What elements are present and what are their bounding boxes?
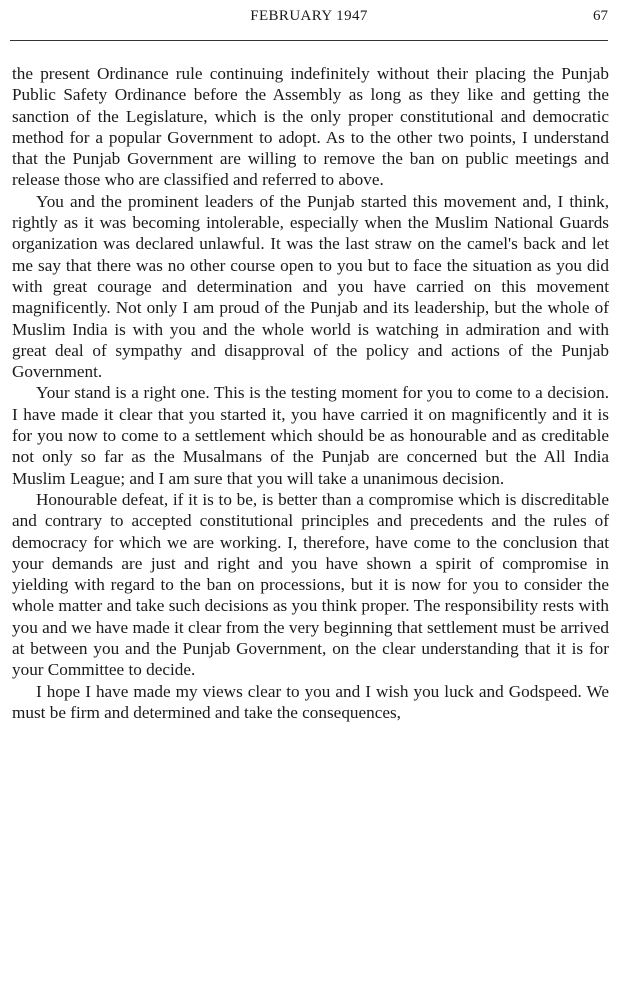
body-text	[12, 63, 609, 723]
running-head: FEBRUARY 1947	[250, 8, 368, 24]
page-number: 67	[593, 8, 608, 24]
page-header	[10, 4, 608, 36]
paragraph: Your stand is a right one. This is the testing moment for you to come to a decision. I have made it clear that you started it, you have carried it on magnificently and it is for you now to come to a settlement which should be as honourable and as creditable not only so far as the Musalmans of the Punjab are concerned but the All India Muslim League; and I am sure that you will take a unanimous decision.	[12, 383, 609, 488]
header-rule	[10, 40, 608, 41]
paragraph: I hope I have made my views clear to you and I wish you luck and Godspeed. We must be firm and determined and take the consequences,	[12, 681, 609, 722]
paragraph: Honourable defeat, if it is to be, is better than a compromise which is discreditable and contrary to accepted constitutional principles and precedents and the rules of democracy for which we are working. I, therefore, have come to the conclusion that your demands are just and right and you have shown a spirit of compromise in yielding with regard to the ban on processions, but it is now for you to consider the whole matter and take such decisions as you think proper. The responsibility rests with you and we have made it clear from the very beginning that settlement must be arrived at between you and the Punjab Government, on the clear understanding that it is for your Committee to decide.	[12, 489, 609, 680]
paragraph: You and the prominent leaders of the Punjab started this movement and, I think, rightly as it was becoming intolerable, especially when the Muslim National Guards organization was declared unlawful. It was the last straw on the camel's back and let me say that there was no other course open to you but to face the situation as you did with great courage and determination and you have carried on this movement magnificently. Not only I am proud of the Punjab and its leadership, but the whole of Muslim India is with you and the whole world is watching in admiration and with great deal of sympathy and disapproval of the policy and actions of the Punjab Government.	[12, 191, 609, 382]
paragraph: the present Ordinance rule continuing indefinitely without their placing the Punjab Public Safety Ordinance before the Assembly as long as they like and getting the sanction of the Legislature, which is the only proper constitutional and democratic method for a popular Government to adopt. As to the other two points, I understand that the Punjab Government are willing to remove the ban on public meetings and release those who are classified and referred to above.	[12, 64, 609, 190]
